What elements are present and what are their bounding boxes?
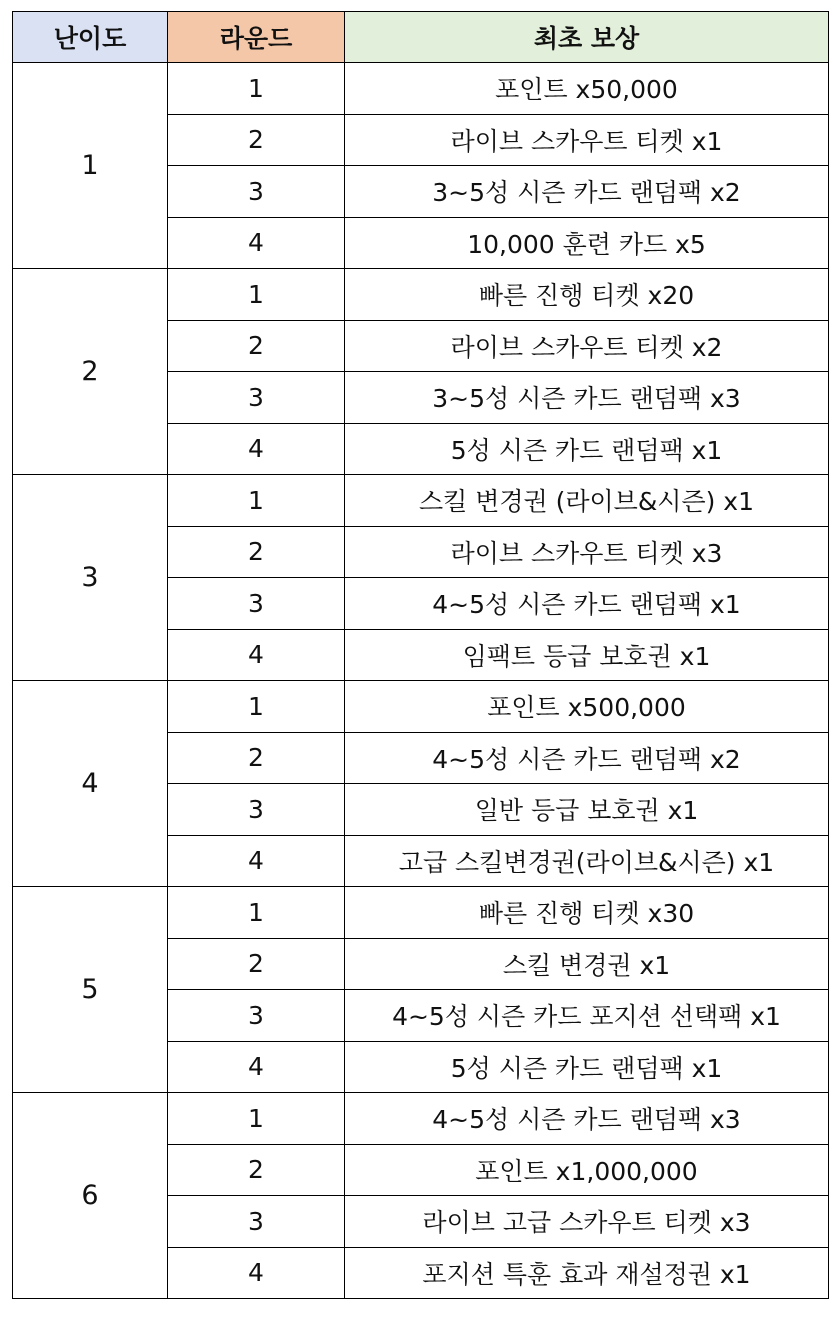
table-row <box>13 269 829 321</box>
round-cell: 2 <box>168 732 345 784</box>
round-cell: 3 <box>168 784 345 836</box>
reward-cell: 스킬 변경권 (라이브&시즌) x1 <box>345 475 829 527</box>
round-cell: 2 <box>168 114 345 166</box>
reward-cell: 4~5성 시즌 카드 랜덤팩 x1 <box>345 578 829 630</box>
reward-cell: 고급 스킬변경권(라이브&시즌) x1 <box>345 835 829 887</box>
reward-cell: 포인트 x500,000 <box>345 681 829 733</box>
reward-cell: 빠른 진행 티켓 x20 <box>345 269 829 321</box>
difficulty-cell: 2 <box>13 269 168 475</box>
table-row <box>13 681 829 733</box>
reward-cell: 일반 등급 보호권 x1 <box>345 784 829 836</box>
reward-cell: 포지션 특훈 효과 재설정권 x1 <box>345 1247 829 1299</box>
reward-cell: 4~5성 시즌 카드 랜덤팩 x2 <box>345 732 829 784</box>
reward-cell: 4~5성 시즌 카드 랜덤팩 x3 <box>345 1093 829 1145</box>
difficulty-cell: 3 <box>13 475 168 681</box>
round-cell: 1 <box>168 887 345 939</box>
round-cell: 2 <box>168 320 345 372</box>
header-row <box>13 12 829 63</box>
reward-cell: 5성 시즌 카드 랜덤팩 x1 <box>345 423 829 475</box>
round-cell: 2 <box>168 526 345 578</box>
reward-cell: 3~5성 시즌 카드 랜덤팩 x3 <box>345 372 829 424</box>
round-cell: 3 <box>168 578 345 630</box>
reward-cell: 임팩트 등급 보호권 x1 <box>345 629 829 681</box>
reward-cell: 포인트 x50,000 <box>345 63 829 115</box>
round-cell: 1 <box>168 1093 345 1145</box>
difficulty-cell: 5 <box>13 887 168 1093</box>
round-cell: 4 <box>168 835 345 887</box>
round-cell: 2 <box>168 1144 345 1196</box>
round-cell: 2 <box>168 938 345 990</box>
round-cell: 4 <box>168 217 345 269</box>
table-row <box>13 1093 829 1145</box>
round-cell: 1 <box>168 269 345 321</box>
round-cell: 3 <box>168 372 345 424</box>
difficulty-cell: 4 <box>13 681 168 887</box>
reward-cell: 라이브 스카우트 티켓 x1 <box>345 114 829 166</box>
header-reward: 최초 보상 <box>345 12 829 63</box>
reward-cell: 5성 시즌 카드 랜덤팩 x1 <box>345 1041 829 1093</box>
reward-cell: 라이브 고급 스카우트 티켓 x3 <box>345 1196 829 1248</box>
round-cell: 3 <box>168 166 345 218</box>
difficulty-cell: 1 <box>13 63 168 269</box>
table-row <box>13 63 829 115</box>
round-cell: 4 <box>168 629 345 681</box>
header-round: 라운드 <box>168 12 345 63</box>
table-row <box>13 475 829 527</box>
reward-cell: 포인트 x1,000,000 <box>345 1144 829 1196</box>
reward-cell: 3~5성 시즌 카드 랜덤팩 x2 <box>345 166 829 218</box>
round-cell: 1 <box>168 681 345 733</box>
round-cell: 4 <box>168 1247 345 1299</box>
round-cell: 3 <box>168 990 345 1042</box>
round-cell: 3 <box>168 1196 345 1248</box>
round-cell: 4 <box>168 423 345 475</box>
table-body <box>13 63 829 1299</box>
reward-cell: 라이브 스카우트 티켓 x2 <box>345 320 829 372</box>
rewards-table <box>12 11 829 1299</box>
reward-cell: 라이브 스카우트 티켓 x3 <box>345 526 829 578</box>
table-row <box>13 887 829 939</box>
reward-cell: 4~5성 시즌 카드 포지션 선택팩 x1 <box>345 990 829 1042</box>
round-cell: 4 <box>168 1041 345 1093</box>
round-cell: 1 <box>168 475 345 527</box>
reward-cell: 빠른 진행 티켓 x30 <box>345 887 829 939</box>
reward-cell: 스킬 변경권 x1 <box>345 938 829 990</box>
difficulty-cell: 6 <box>13 1093 168 1299</box>
header-difficulty: 난이도 <box>13 12 168 63</box>
round-cell: 1 <box>168 63 345 115</box>
reward-cell: 10,000 훈련 카드 x5 <box>345 217 829 269</box>
